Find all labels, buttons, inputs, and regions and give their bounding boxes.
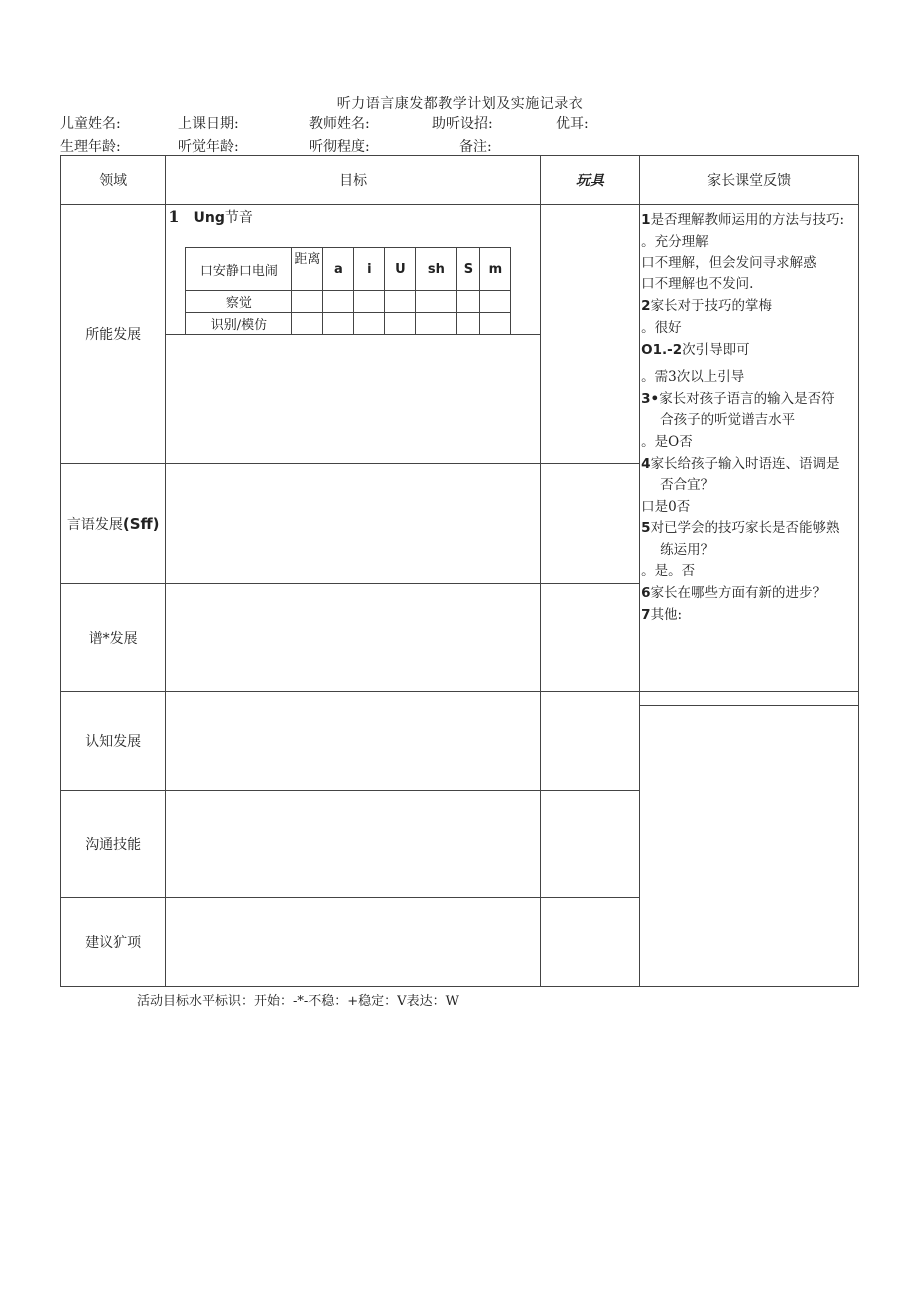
sound-sh: sh [416, 248, 457, 291]
feedback-item: 4家长给孩子输入时语连、语调是 [641, 456, 840, 472]
header-goal: 目标 [166, 156, 540, 205]
sound-i: i [354, 248, 385, 291]
header-domain: 领域 [61, 156, 166, 205]
toy-cell-communication[interactable] [540, 791, 639, 898]
feedback-cell [640, 205, 859, 692]
table-row [61, 692, 859, 791]
hearing-level-label: 听彻程度: [309, 139, 370, 155]
remarks-label: 备注: [459, 139, 492, 155]
distance-header: 距离 [292, 248, 323, 291]
identification-label: 识别/模仿 [186, 313, 292, 335]
domain-cognition: 认知发展 [61, 692, 166, 791]
detection-label: 察觉 [186, 291, 292, 313]
domain-hearing: 所能发展 [61, 205, 166, 464]
plan-table [60, 155, 859, 987]
feedback-option[interactable]: 。需3次以上引导 [641, 369, 745, 385]
goal-cell-suggestions[interactable] [166, 898, 540, 987]
level-legend: 活动目标水平标识：开始：-*-不稳：+稳定：V表达：W [137, 994, 459, 1009]
environment-option[interactable]: 口安静口电闹 [186, 248, 292, 291]
detection-row [186, 291, 511, 313]
feedback-item: 2家长对于技巧的掌梅 [641, 298, 773, 314]
feedback-option[interactable]: 。很好 [641, 320, 682, 336]
goal-1-title: 1 Ung节音 [168, 207, 253, 226]
feedback-item: 7其他: [641, 607, 683, 623]
sound-u: U [385, 248, 416, 291]
goal-cell-language[interactable] [166, 584, 540, 692]
hearing-device-label: 助听设招: [432, 116, 493, 132]
toy-cell-hearing[interactable] [540, 205, 639, 464]
goal-divider [166, 334, 539, 335]
toy-cell-suggestions[interactable] [540, 898, 639, 987]
toy-cell-speech[interactable] [540, 464, 639, 584]
domain-speech: 言语发展(Sff) [61, 464, 166, 584]
feedback-item-cont: 否合宜？ [660, 477, 715, 493]
header-feedback: 家长课堂反馈 [640, 156, 859, 205]
feedback-option[interactable]: 。充分理解 [641, 234, 709, 250]
ear-label: 优耳: [556, 116, 589, 132]
sound-check-table [185, 247, 511, 335]
goal-cell-communication[interactable] [166, 791, 540, 898]
goal-cell-speech[interactable] [166, 464, 540, 584]
child-name-label: 儿童姓名: [60, 116, 121, 132]
sound-a: a [323, 248, 354, 291]
domain-language: 谱*发展 [61, 584, 166, 692]
feedback-option[interactable]: 口是0否 [641, 499, 691, 515]
goal-cell-cognition[interactable] [166, 692, 540, 791]
table-header-row [61, 156, 859, 205]
toy-cell-cognition[interactable] [540, 692, 639, 791]
feedback-item-cont: 合孩子的听觉谱吉水平 [660, 412, 796, 428]
feedback-option[interactable]: O1.-2次引导即可 [641, 342, 750, 358]
goal-cell-hearing[interactable] [166, 205, 540, 464]
feedback-blank-cell[interactable] [640, 692, 859, 987]
feedback-option[interactable]: 口不理解，但会发问寻求解惑 [641, 255, 817, 271]
sound-s: S [457, 248, 480, 291]
feedback-divider [640, 705, 858, 706]
feedback-item: 5对已学会的技巧家长是否能够熟 [641, 520, 840, 536]
hearing-age-label: 听觉年龄: [178, 139, 239, 155]
toy-cell-language[interactable] [540, 584, 639, 692]
class-date-label: 上课日期: [178, 116, 239, 132]
table-row [61, 205, 859, 464]
feedback-option[interactable]: 口不理解也不发问. [641, 276, 754, 292]
page-title: 听力语言康发都教学计划及实施记录衣 [336, 96, 584, 112]
domain-communication: 沟通技能 [61, 791, 166, 898]
physical-age-label: 生理年龄: [60, 139, 121, 155]
sound-m: m [480, 248, 511, 291]
feedback-item-cont: 练运用？ [660, 542, 715, 558]
feedback-item: 6家长在哪些方面有新的进步？ [641, 585, 827, 601]
header-toy: 玩具 [540, 156, 639, 205]
domain-suggestions: 建议犷项 [61, 898, 166, 987]
feedback-option[interactable]: 。是O否 [641, 434, 693, 450]
feedback-item: 3•家长对孩子语言的输入是否符 [641, 391, 835, 407]
feedback-option[interactable]: 。是。否 [641, 563, 696, 579]
identification-row [186, 313, 511, 335]
teacher-name-label: 教师姓名: [309, 116, 370, 132]
feedback-item: 1是否理解教师运用的方法与技巧: [641, 212, 845, 228]
